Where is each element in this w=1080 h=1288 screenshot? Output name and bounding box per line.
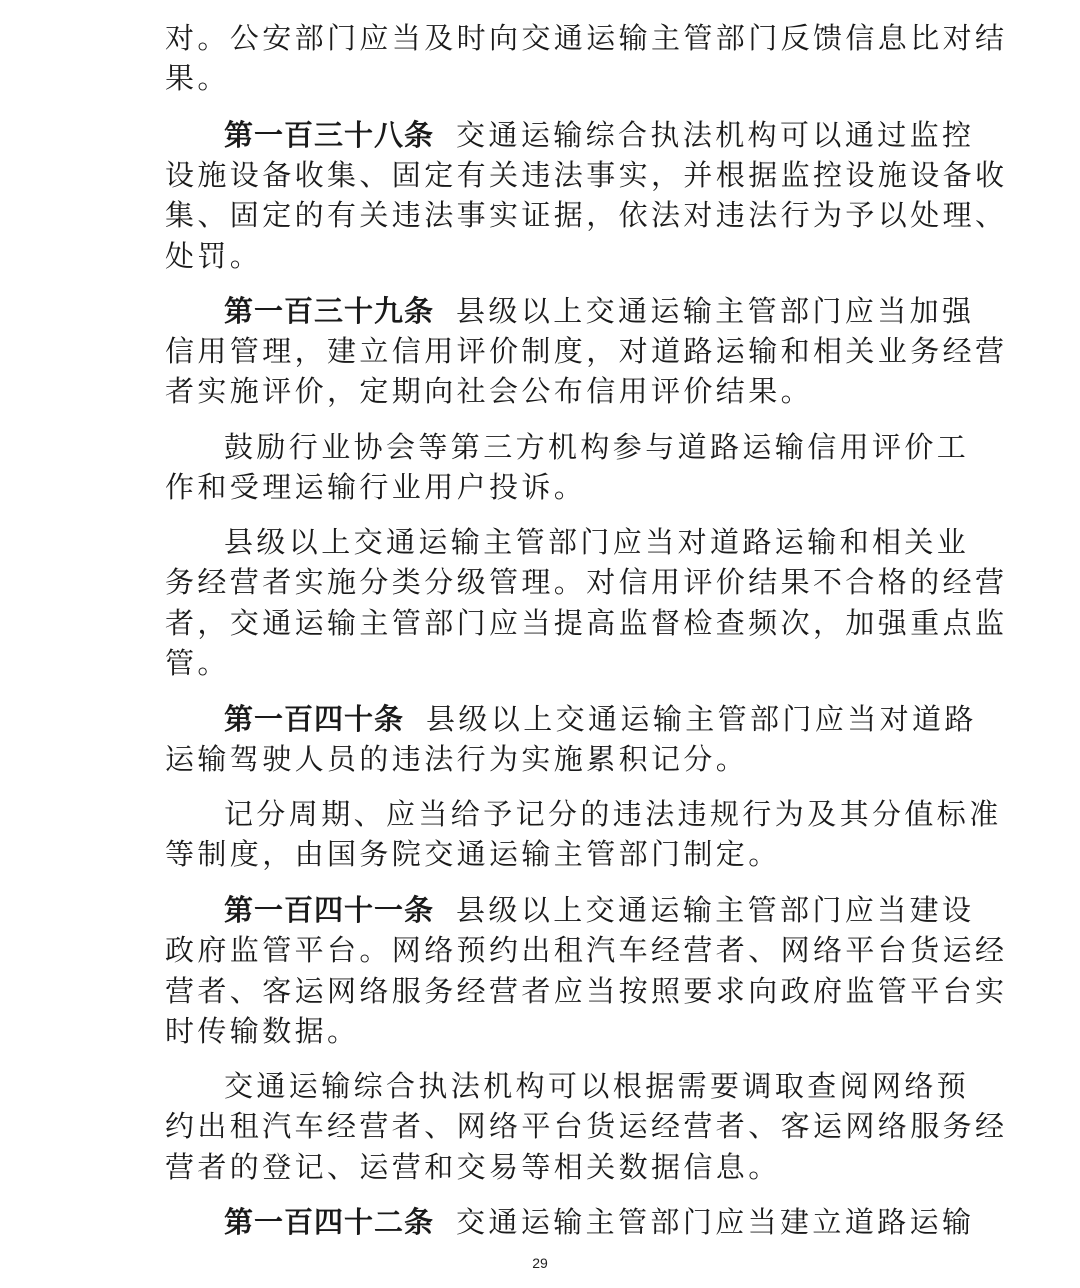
text-line: 处罚。 <box>165 239 263 273</box>
text-line: 县级以上交通运输主管部门应当对道路运输和相关业 <box>224 525 970 559</box>
text-span: 县级以上交通运输主管部门应当建设 <box>456 893 975 927</box>
text-line: 作和受理运输行业用户投诉。 <box>165 470 587 504</box>
text-line: 运输驾驶人员的违法行为实施累积记分。 <box>165 742 749 776</box>
article-139-line <box>224 291 974 331</box>
text-span: 县级以上交通运输主管部门应当加强 <box>456 294 975 328</box>
text-line: 者实施评价，定期向社会公布信用评价结果。 <box>165 374 814 408</box>
article-141-line <box>224 890 974 930</box>
text-line: 管。 <box>165 646 230 680</box>
text-line: 交通运输综合执法机构可以根据需要调取查阅网络预 <box>224 1069 970 1103</box>
text-line: 集、固定的有关违法事实证据，依法对违法行为予以处理、 <box>165 198 1008 232</box>
text-line: 约出租汽车经营者、网络平台货运经营者、客运网络服务经 <box>165 1109 1008 1143</box>
text-line: 等制度，由国务院交通运输主管部门制定。 <box>165 837 781 871</box>
text-span: 交通运输综合执法机构可以通过监控 <box>456 118 975 152</box>
article-140-line <box>224 699 977 739</box>
text-line: 记分周期、应当给予记分的违法违规行为及其分值标准 <box>224 797 1002 831</box>
text-line: 鼓励行业协会等第三方机构参与道路运输信用评价工 <box>224 430 970 464</box>
text-line: 营者的登记、运营和交易等相关数据信息。 <box>165 1150 781 1184</box>
text-line: 者，交通运输主管部门应当提高监督检查频次，加强重点监 <box>165 606 1008 640</box>
text-line: 果。 <box>165 61 230 95</box>
article-heading: 第一百三十九条 <box>224 294 435 328</box>
article-138-line <box>224 115 974 155</box>
text-line: 营者、客运网络服务经营者应当按照要求向政府监管平台实 <box>165 974 1008 1008</box>
text-line: 信用管理，建立信用评价制度，对道路运输和相关业务经营 <box>165 334 1008 368</box>
text-line: 务经营者实施分类分级管理。对信用评价结果不合格的经营 <box>165 565 1008 599</box>
text-line: 对。公安部门应当及时向交通运输主管部门反馈信息比对结 <box>165 21 1008 55</box>
article-heading: 第一百四十一条 <box>224 893 435 927</box>
article-142-line <box>224 1202 974 1242</box>
article-heading: 第一百四十条 <box>224 702 405 736</box>
text-line: 设施设备收集、固定有关违法事实，并根据监控设施设备收 <box>165 158 1008 192</box>
article-heading: 第一百四十二条 <box>224 1205 435 1239</box>
text-span: 交通运输主管部门应当建立道路运输 <box>456 1205 975 1239</box>
text-span: 县级以上交通运输主管部门应当对道路 <box>426 702 977 736</box>
article-heading: 第一百三十八条 <box>224 118 435 152</box>
text-line: 时传输数据。 <box>165 1014 360 1048</box>
page-number: 29 <box>532 1255 548 1271</box>
text-line: 政府监管平台。网络预约出租汽车经营者、网络平台货运经 <box>165 933 1008 967</box>
